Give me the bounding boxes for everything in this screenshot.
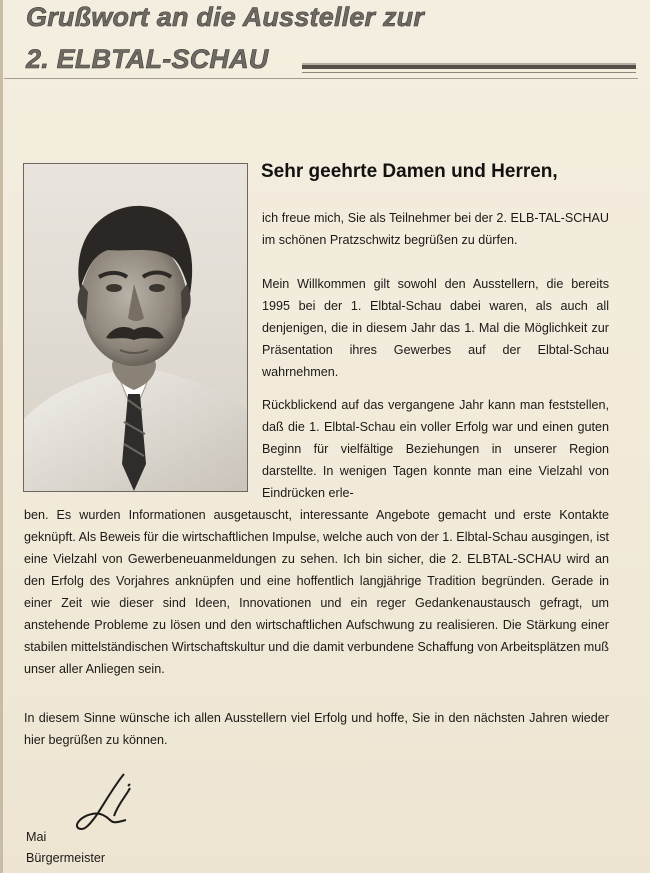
- handwritten-signature: [70, 770, 142, 842]
- header-divider: [4, 78, 638, 79]
- page-title: Grußwort an die Aussteller zur: [26, 2, 425, 32]
- paragraph-4: In diesem Sinne wünsche ich allen Ausstellern viel Erfolg und hoffe, Sie in den nächsten Jahren wieder hier begrüßen zu können.: [24, 711, 609, 747]
- signatory-role: Bürgermeister: [26, 851, 106, 865]
- portrait-illustration: [24, 164, 247, 491]
- letter-greeting: Sehr geehrte Damen und Herren,: [261, 161, 558, 182]
- page-subtitle: 2. ELBTAL-SCHAU: [26, 44, 269, 74]
- portrait-photo: [23, 163, 248, 492]
- title-rule-thin: [302, 72, 636, 73]
- title-rule: [302, 63, 636, 69]
- page-edge: [0, 0, 3, 873]
- paragraph-3-end: ben. Es wurden Informationen ausgetauscht, interessante Angebote gemacht und erste Kontakte geknüpft. Als Beweis für die wirtschaftlichen Impulse, welche auch von der 1. Elbtal-Schau ausgingen, ist eine Vielzahl von Gewerbeneuanmeldungen zu sehen. Ich bin sicher, die 2. ELBTAL-SCHAU wird an den Erfolg des Vorjahres anknüpfen und eine hoffentlich langjährige Tradition begründen. Gerade in einer Zeit wie dieser sind Ideen, Innovationen und ein reger Gedankenaustausch gefragt, um anstehende Probleme zu lösen und den wirtschaftlichen Aufschwung zu realisieren. Die Stärkung einer stabilen mittelständischen Wirtschaftskultur und die damit verbundene Schaffung von Arbeitsplätzen muß unser aller Anliegen sein.: [24, 508, 609, 676]
- paragraph-3-start: Rückblickend auf das vergangene Jahr kann man feststellen, daß die 1. Elbtal-Schau ein voller Erfolg war und einen guten Beginn für vielfältige Beziehungen in unserer Region darstellte. In wenigen Tagen konnte man eine Vielzahl von Eindrücken erle-: [262, 398, 609, 500]
- paragraph-2: Mein Willkommen gilt sowohl den Ausstellern, die bereits 1995 bei der 1. Elbtal-Schau dabei waren, als auch all denjenigen, die in diesem Jahr das 1. Mal die Möglichkeit zur Präsentation ihres Gewerbes auf der Elbtal-Schau wahrnehmen.: [262, 277, 609, 379]
- signatory-name: Mai: [26, 830, 47, 844]
- paragraph-1: ich freue mich, Sie als Teilnehmer bei der 2. ELB-TAL-SCHAU im schönen Pratzschwitz begrüßen zu dürfen.: [262, 211, 609, 247]
